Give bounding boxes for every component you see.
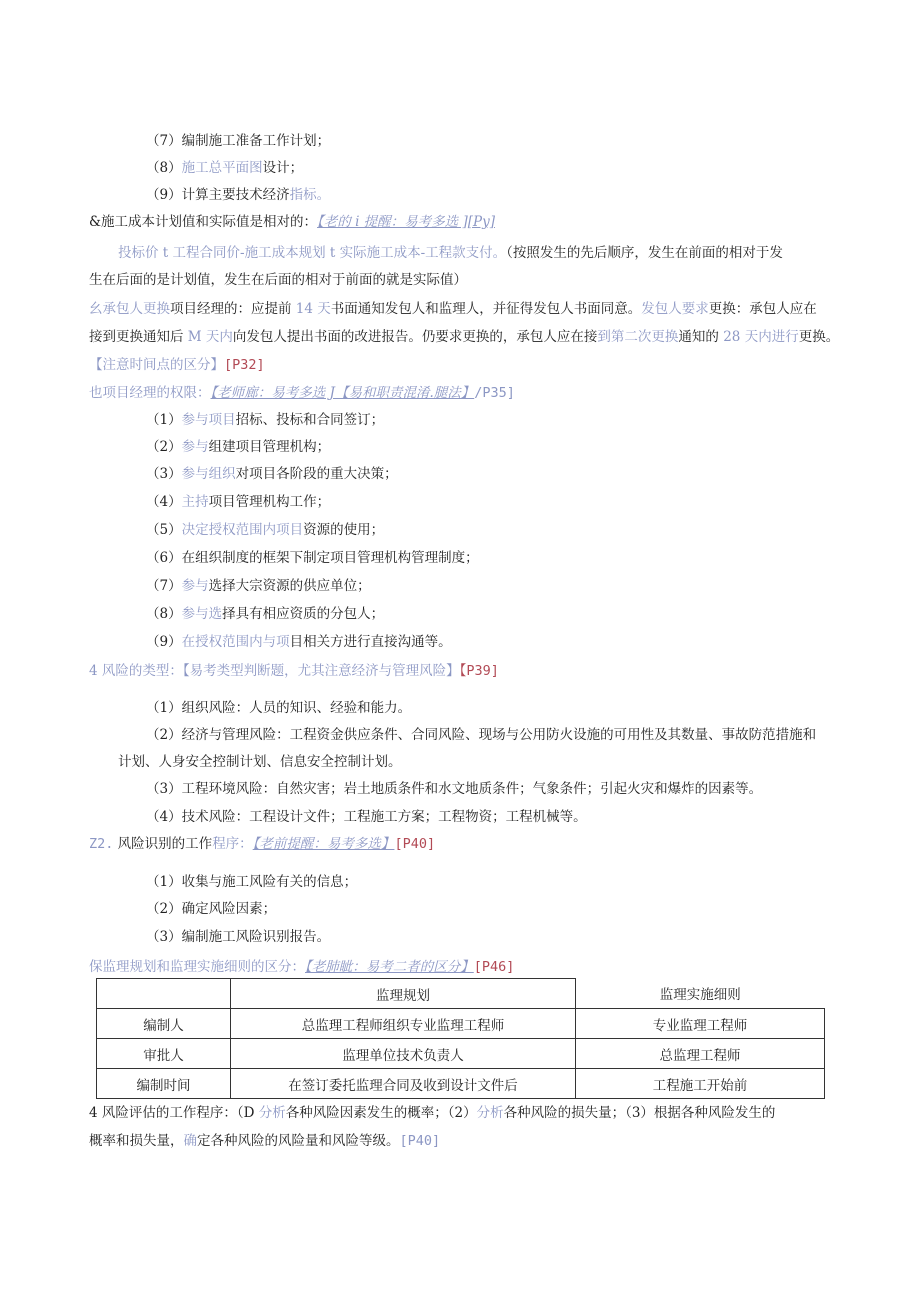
cost-heading — [89, 212, 495, 232]
risk-type-2-cont: 计划、人身安全控制计划、信息安全控制计划。 — [118, 754, 402, 770]
row-label: 编制时间 — [97, 1069, 231, 1099]
table-cell: 监理单位技术负责人 — [231, 1039, 576, 1069]
item-text: 组建项目管理机构； — [208, 439, 331, 455]
heading-text: 4 风险的类型：【易考类型判断题，尤其注意经济与管理风险】 — [89, 663, 460, 679]
risk-type-4: （4）技术风险：工程设计文件；工程施工方案；工程物资；工程机械等。 — [146, 809, 587, 825]
heading-text: &施工成本计划值和实际值是相对的： — [89, 214, 318, 230]
risk-type-1: （1）组织风险：人员的知识、经验和能力。 — [146, 700, 412, 716]
highlight-text: M 天内 — [187, 329, 233, 345]
body-text: 更换。 — [798, 329, 840, 345]
pm-replace-line-1 — [89, 299, 817, 319]
body-text: 向发包人提出书面的改进报告。仍要求更换的，承包人应在接 — [232, 329, 598, 345]
table-cell: 总监理工程师 — [576, 1039, 825, 1069]
header-cell: 监理实施细则 — [576, 979, 825, 1009]
body-text: 概率和损失量， — [89, 1133, 184, 1149]
time-note — [89, 355, 265, 375]
item-text: 设计； — [262, 160, 304, 176]
heading-text: 程序： — [212, 836, 253, 852]
item-number: （5） — [146, 522, 182, 538]
authority-item-4 — [146, 492, 330, 512]
header-cell: 监理规划 — [231, 979, 576, 1009]
authority-item-3 — [146, 464, 398, 484]
item-text: 资源的使用； — [303, 522, 385, 538]
body-text: 项目经理的：应提前 — [170, 301, 296, 317]
risk-type-2: （2）经济与管理风险：工程资金供应条件、合同风险、现场与公用防火设施的可用性及其数量、事故防范措施和 — [146, 727, 817, 743]
highlight-text: 到第二次更换 — [597, 329, 679, 345]
authority-item-8 — [146, 604, 384, 624]
plan-item-8 — [146, 158, 303, 178]
row-label: 审批人 — [97, 1039, 231, 1069]
highlight-text: 分析 — [258, 1105, 286, 1121]
item-number: （2） — [146, 439, 182, 455]
table-cell: 工程施工开始前 — [576, 1069, 825, 1099]
item-number: （8） — [146, 160, 182, 176]
authority-item-7 — [146, 576, 371, 596]
highlight-text: 14 天 — [295, 301, 331, 317]
teacher-tip: 【老师廊：易考多选 J【易和职责混淆.腿法】 — [210, 385, 475, 401]
table-row — [97, 1069, 825, 1099]
risk-identification-heading — [89, 834, 435, 854]
plan-item-7: （7）编制施工准备工作计划； — [146, 133, 331, 149]
page-ref: 【P39] — [459, 663, 499, 679]
table-cell: 总监理工程师组织专业监理工程师 — [231, 1009, 576, 1039]
page-ref: [P40] — [399, 1133, 441, 1149]
authority-item-2 — [146, 437, 330, 457]
body-text: 各种风险的损失量；（3）根据各种风险发生的 — [503, 1105, 776, 1121]
body-text: 定各种风险的风险量和风险等级。 — [197, 1133, 400, 1149]
body-text: 4 风险评估的工作程序：（D — [89, 1105, 259, 1121]
body-text: 更换：承包人应在 — [708, 301, 817, 317]
highlight-text: 分析 — [476, 1105, 504, 1121]
item-number: （7） — [146, 578, 182, 594]
identification-step-1: （1）收集与施工风险有关的信息； — [146, 874, 358, 890]
teacher-tip: 【老前提醒：易考多选】 — [252, 836, 395, 852]
highlight-text: 参与选 — [181, 606, 223, 622]
highlight-text: 指标。 — [289, 187, 331, 203]
body-text: 接到更换通知后 — [89, 329, 188, 345]
highlight-text: 发包人要求 — [641, 301, 709, 317]
body-text: 书面通知发包人和监理人，并征得发包人书面同意。 — [330, 301, 642, 317]
table-cell: 在签订委托监理合同及收到设计文件后 — [231, 1069, 576, 1099]
item-number: （8） — [146, 606, 182, 622]
pm-replace-line-2 — [89, 327, 839, 347]
item-text: 择具有相应资质的分包人； — [222, 606, 385, 622]
page-ref: [P40] — [394, 836, 436, 852]
highlight-text: 施工总平面图 — [181, 160, 263, 176]
teacher-tip: 【老肺眦：易考二者的区分】 — [305, 959, 474, 975]
body-text: 各种风险因素发生的概率；（2） — [285, 1105, 477, 1121]
section-number: Z2. — [89, 836, 114, 852]
highlight-text: 在授权范围内与项 — [181, 634, 290, 650]
note-text: 【注意时间点的区分】 — [89, 357, 224, 373]
authority-item-9 — [146, 632, 452, 652]
item-number: （3） — [146, 466, 182, 482]
item-text: 选择大宗资源的供应单位； — [208, 578, 371, 594]
item-text: （9）计算主要技术经济 — [146, 187, 290, 203]
item-text: 对项目各阶段的重大决策； — [235, 466, 398, 482]
item-text: 项目管理机构工作； — [208, 494, 331, 510]
table-row — [97, 1009, 825, 1039]
risk-assessment-line-1 — [89, 1103, 775, 1123]
table-row — [97, 1039, 825, 1069]
highlight-text: 参与 — [181, 578, 209, 594]
highlight-text: 28 天内进行 — [723, 329, 799, 345]
risk-type-3: （3）工程环境风险：自然灾害；岩土地质条件和水文地质条件；气象条件；引起火灾和爆炸的因素等。 — [146, 781, 763, 797]
risk-assessment-line-2 — [89, 1131, 440, 1151]
highlight-text: 参与 — [181, 439, 209, 455]
supervision-comparison-table — [96, 978, 825, 1099]
highlight-text: 主持 — [181, 494, 209, 510]
identification-step-3: （3）编制施工风险识别报告。 — [146, 929, 331, 945]
plan-item-9 — [146, 185, 330, 205]
authority-item-1 — [146, 410, 384, 430]
item-number: （1） — [146, 412, 182, 428]
teacher-tip: 【老的 i 提醒：易考多选 ][Py] — [317, 214, 495, 230]
page-ref: /P35] — [474, 385, 515, 401]
item-text: 招标、投标和合同签订； — [235, 412, 385, 428]
cost-sequence — [118, 243, 783, 263]
identification-step-2: （2）确定风险因素； — [146, 901, 277, 917]
risk-type-heading — [89, 661, 499, 681]
authority-item-5 — [146, 520, 384, 540]
highlight-text: 参与项目 — [181, 412, 236, 428]
page-ref: [P46] — [473, 959, 515, 975]
heading-text: 风险识别的工作 — [113, 836, 213, 852]
item-number: （9） — [146, 634, 182, 650]
header-cell — [97, 979, 231, 1009]
row-label: 编制人 — [97, 1009, 231, 1039]
authority-item-6: （6）在组织制度的框架下制定项目管理机构管理制度； — [146, 550, 479, 566]
item-text: 目相关方进行直接沟通等。 — [289, 634, 452, 650]
cost-note: 生在后面的是计划值，发生在后面的相对于前面的就是实际值） — [89, 272, 467, 288]
highlight-text: 幺承包人更换 — [89, 301, 170, 317]
table-cell: 专业监理工程师 — [576, 1009, 825, 1039]
pm-authority-heading — [89, 383, 515, 403]
table-header-row — [97, 979, 825, 1009]
highlight-text: 确 — [183, 1133, 197, 1149]
sequence-text: 投标价 t 工程合同价-施工成本规划 t 实际施工成本-工程款支付。 — [118, 245, 507, 261]
highlight-text: 参与组织 — [181, 466, 236, 482]
note-text: （按照发生的先后顺序，发生在前面的相对于发 — [506, 245, 783, 261]
heading-text: 也项目经理的权限： — [89, 385, 211, 401]
page-ref: [P32] — [224, 357, 265, 373]
heading-text: 保监理规划和监理实施细则的区分： — [89, 959, 305, 975]
highlight-text: 决定授权范围内项目 — [181, 522, 304, 538]
item-number: （4） — [146, 494, 182, 510]
supervision-heading — [89, 957, 514, 977]
body-text: 通知的 — [678, 329, 724, 345]
